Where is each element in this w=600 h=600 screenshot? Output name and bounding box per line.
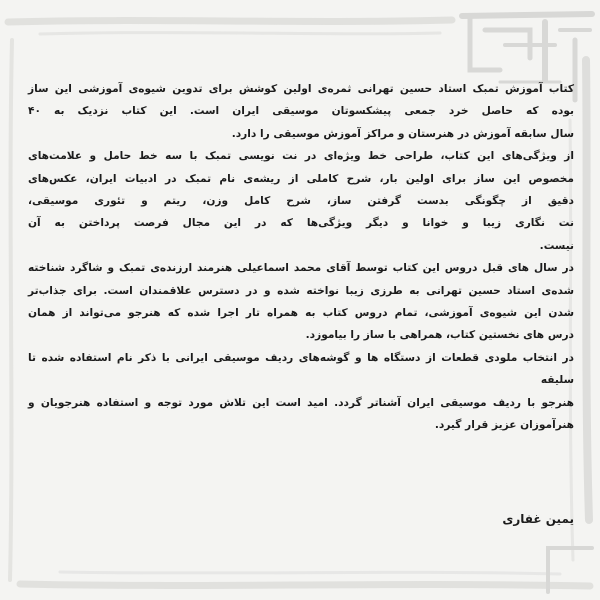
- text-line: از ویژگی‌های این کتاب، طراحی خط ویژه‌ای در نت نویسی تمبک با سه خط حامل و علامت‌های: [28, 150, 574, 163]
- paragraph-melodies: [28, 347, 574, 437]
- text-line: بوده که حاصل خرد جمعی پیشکسوتان موسیقی ایران است. این کتاب نزدیک به ۴۰: [28, 105, 574, 118]
- paragraph-lessons: [28, 257, 574, 347]
- text-line: هنرآموزان عزیز قرار گیرد.: [434, 419, 574, 432]
- text-line: کتاب آموزش تمبک استاد حسین تهرانی ثمره‌ی اولین کوشش برای تدوین شیوه‌ی آموزشی این ساز: [28, 83, 574, 95]
- text-line: هنرجو با ردیف موسیقی ایران آشناتر گردد. امید است این تلاش مورد توجه و استفاده هنرجویان و: [28, 396, 574, 409]
- text-line: درس های نخستین کتاب، همراهی با ساز را بیاموزد.: [305, 329, 574, 342]
- text-line: مخصوص این ساز برای اولین بار، شرح کاملی از ریشه‌ی نام تمبک در ادبیات ایران، عکس‌های: [28, 172, 574, 185]
- document-body: [28, 78, 574, 437]
- paragraph-features: [28, 145, 574, 257]
- text-line: در سال های قبل دروس این کتاب توسط آقای محمد اسماعیلی هنرمند ارزنده‌ی تمبک و شاگرد شناخته: [28, 262, 574, 275]
- author-signature: یمین غفاری: [502, 512, 574, 526]
- text-line: سال سابقه آموزش در هنرستان و مراکز آموزش موسیقی را دارد.: [231, 127, 574, 140]
- text-line: نت نگاری زیبا و خوانا و دیگر ویژگی‌ها که در این مجال فرصت پرداختن به آن: [28, 217, 574, 230]
- text-line: نیست.: [539, 239, 574, 252]
- text-line: دقیق از چگونگی بدست گرفتن ساز، شرح کامل وزن، ریتم و تئوری موسیقی،: [28, 195, 574, 208]
- text-line: شدن این شیوه‌ی آموزشی، تمام دروس کتاب به همراه تار اجرا شده که هنرجو می‌تواند از همان: [28, 307, 574, 320]
- paragraph-intro: [28, 78, 574, 145]
- text-line: در انتخاب ملودی قطعات از دستگاه ها و گوشه‌های ردیف موسیقی ایرانی با ذکر نام استفاده شده تا سلیقه: [28, 351, 574, 387]
- text-line: شده‌ی استاد حسین تهرانی به طرزی زیبا نواخته شده و در دسترس علاقمندان است. برای جذاب‌تر: [28, 284, 574, 297]
